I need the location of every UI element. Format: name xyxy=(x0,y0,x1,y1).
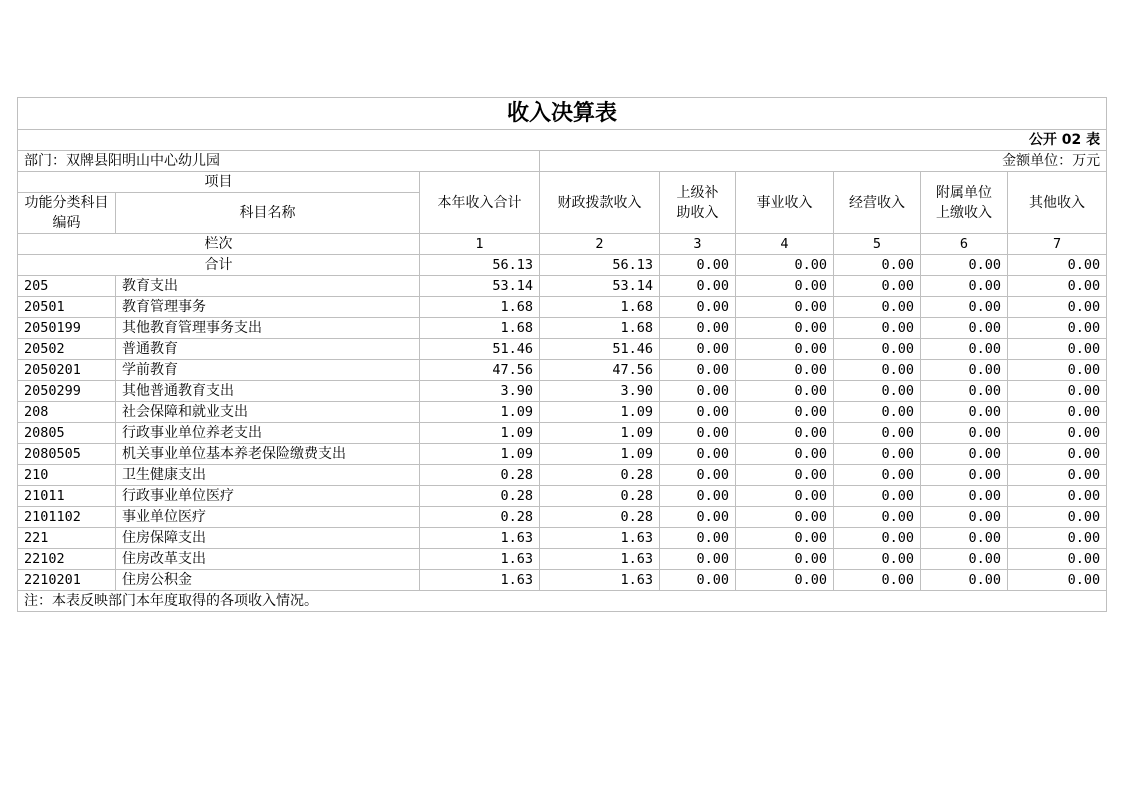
row-code: 2101102 xyxy=(18,507,116,528)
row-value: 0.00 xyxy=(921,297,1008,318)
row-value: 0.00 xyxy=(736,549,834,570)
column-index-cell: 6 xyxy=(921,234,1008,255)
row-value: 0.00 xyxy=(736,360,834,381)
header-affiliated: 附属单位上缴收入 xyxy=(921,172,1008,234)
row-value: 1.63 xyxy=(540,549,660,570)
row-name: 事业单位医疗 xyxy=(116,507,420,528)
row-value: 1.68 xyxy=(420,297,540,318)
header-item: 项目 xyxy=(18,172,420,193)
row-value: 0.00 xyxy=(1008,507,1107,528)
row-value: 0.00 xyxy=(834,276,921,297)
row-value: 0.00 xyxy=(834,339,921,360)
row-value: 0.00 xyxy=(921,444,1008,465)
row-name: 社会保障和就业支出 xyxy=(116,402,420,423)
row-value: 1.63 xyxy=(540,570,660,591)
row-name: 教育管理事务 xyxy=(116,297,420,318)
row-value: 0.00 xyxy=(736,297,834,318)
row-code: 2050199 xyxy=(18,318,116,339)
row-value: 0.00 xyxy=(921,570,1008,591)
table-row xyxy=(18,402,1107,423)
header-total: 本年收入合计 xyxy=(420,172,540,234)
table-row xyxy=(18,507,1107,528)
row-value: 0.00 xyxy=(1008,423,1107,444)
row-code: 208 xyxy=(18,402,116,423)
table-row xyxy=(18,276,1107,297)
table-row xyxy=(18,549,1107,570)
row-value: 0.00 xyxy=(834,549,921,570)
row-value: 0.00 xyxy=(1008,486,1107,507)
row-value: 0.00 xyxy=(921,339,1008,360)
row-value: 0.00 xyxy=(660,486,736,507)
row-name: 住房改革支出 xyxy=(116,549,420,570)
row-value: 0.00 xyxy=(736,444,834,465)
row-value: 0.00 xyxy=(921,381,1008,402)
row-value: 0.00 xyxy=(736,528,834,549)
row-value: 0.00 xyxy=(660,423,736,444)
table-row xyxy=(18,528,1107,549)
row-value: 0.00 xyxy=(1008,402,1107,423)
row-code: 20501 xyxy=(18,297,116,318)
column-index-cell: 5 xyxy=(834,234,921,255)
row-name: 普通教育 xyxy=(116,339,420,360)
row-value: 0.00 xyxy=(736,402,834,423)
header-operating: 经营收入 xyxy=(834,172,921,234)
row-code: 2080505 xyxy=(18,444,116,465)
row-value: 53.14 xyxy=(540,276,660,297)
row-value: 0.00 xyxy=(834,360,921,381)
row-name: 其他普通教育支出 xyxy=(116,381,420,402)
row-value: 0.00 xyxy=(834,486,921,507)
row-value: 1.63 xyxy=(420,549,540,570)
row-name: 卫生健康支出 xyxy=(116,465,420,486)
row-value: 0.00 xyxy=(1008,381,1107,402)
table-row xyxy=(18,318,1107,339)
column-index-label: 栏次 xyxy=(18,234,420,255)
row-value: 51.46 xyxy=(420,339,540,360)
header-business: 事业收入 xyxy=(736,172,834,234)
row-value: 0.00 xyxy=(660,339,736,360)
total-cell: 56.13 xyxy=(420,255,540,276)
row-name: 其他教育管理事务支出 xyxy=(116,318,420,339)
row-value: 0.00 xyxy=(1008,318,1107,339)
row-code: 2050201 xyxy=(18,360,116,381)
row-value: 0.00 xyxy=(1008,339,1107,360)
row-value: 0.28 xyxy=(420,465,540,486)
row-value: 0.28 xyxy=(540,507,660,528)
header-fiscal: 财政拨款收入 xyxy=(540,172,660,234)
row-value: 0.00 xyxy=(834,507,921,528)
header-upper: 上级补助收入 xyxy=(660,172,736,234)
row-value: 0.00 xyxy=(736,570,834,591)
row-name: 行政事业单位养老支出 xyxy=(116,423,420,444)
row-value: 0.28 xyxy=(540,486,660,507)
row-value: 1.09 xyxy=(420,402,540,423)
table-row xyxy=(18,570,1107,591)
row-value: 0.00 xyxy=(1008,276,1107,297)
row-value: 0.00 xyxy=(1008,570,1107,591)
row-value: 0.00 xyxy=(660,381,736,402)
row-value: 51.46 xyxy=(540,339,660,360)
row-value: 1.09 xyxy=(540,402,660,423)
table-row xyxy=(18,465,1107,486)
column-index-cell: 7 xyxy=(1008,234,1107,255)
row-value: 1.09 xyxy=(420,423,540,444)
row-value: 0.00 xyxy=(921,318,1008,339)
row-value: 0.00 xyxy=(660,444,736,465)
row-value: 0.00 xyxy=(660,360,736,381)
row-value: 0.00 xyxy=(660,465,736,486)
table-row xyxy=(18,486,1107,507)
row-name: 学前教育 xyxy=(116,360,420,381)
header-other: 其他收入 xyxy=(1008,172,1107,234)
row-value: 0.00 xyxy=(660,528,736,549)
table-row xyxy=(18,423,1107,444)
row-value: 0.00 xyxy=(921,276,1008,297)
row-value: 0.00 xyxy=(834,402,921,423)
row-value: 0.00 xyxy=(921,402,1008,423)
row-value: 0.00 xyxy=(921,549,1008,570)
table-row xyxy=(18,360,1107,381)
row-code: 2050299 xyxy=(18,381,116,402)
row-value: 0.00 xyxy=(736,486,834,507)
row-code: 20805 xyxy=(18,423,116,444)
table-row xyxy=(18,297,1107,318)
row-value: 0.00 xyxy=(834,318,921,339)
row-name: 机关事业单位基本养老保险缴费支出 xyxy=(116,444,420,465)
row-value: 1.68 xyxy=(540,297,660,318)
row-value: 0.00 xyxy=(660,570,736,591)
row-value: 0.00 xyxy=(736,507,834,528)
row-value: 0.00 xyxy=(834,423,921,444)
row-value: 1.63 xyxy=(420,528,540,549)
row-value: 0.00 xyxy=(736,423,834,444)
header-name: 科目名称 xyxy=(116,193,420,234)
row-value: 1.68 xyxy=(540,318,660,339)
row-value: 0.00 xyxy=(921,507,1008,528)
row-value: 1.09 xyxy=(420,444,540,465)
column-index-cell: 2 xyxy=(540,234,660,255)
row-value: 1.09 xyxy=(540,423,660,444)
row-value: 0.00 xyxy=(921,360,1008,381)
row-value: 0.00 xyxy=(660,297,736,318)
row-value: 0.00 xyxy=(1008,549,1107,570)
row-value: 0.00 xyxy=(736,318,834,339)
row-value: 0.28 xyxy=(420,507,540,528)
row-value: 0.00 xyxy=(736,465,834,486)
column-index-cell: 1 xyxy=(420,234,540,255)
row-value: 0.00 xyxy=(736,339,834,360)
row-name: 行政事业单位医疗 xyxy=(116,486,420,507)
row-value: 0.00 xyxy=(834,444,921,465)
row-value: 0.00 xyxy=(1008,297,1107,318)
row-value: 0.00 xyxy=(921,486,1008,507)
table-row xyxy=(18,444,1107,465)
row-value: 0.00 xyxy=(660,318,736,339)
row-value: 0.00 xyxy=(1008,528,1107,549)
row-value: 0.00 xyxy=(660,402,736,423)
row-value: 0.00 xyxy=(1008,465,1107,486)
page-title: 收入决算表 xyxy=(18,98,1107,130)
row-code: 20502 xyxy=(18,339,116,360)
row-value: 0.00 xyxy=(660,276,736,297)
income-final-accounts-table xyxy=(17,97,1107,612)
total-cell: 0.00 xyxy=(1008,255,1107,276)
row-value: 0.00 xyxy=(921,528,1008,549)
table-number: 公开 02 表 xyxy=(18,130,1107,151)
row-code: 210 xyxy=(18,465,116,486)
row-value: 1.09 xyxy=(540,444,660,465)
row-value: 1.63 xyxy=(420,570,540,591)
row-value: 0.00 xyxy=(834,465,921,486)
table-note: 注：本表反映部门本年度取得的各项收入情况。 xyxy=(18,591,1107,612)
total-cell: 0.00 xyxy=(834,255,921,276)
row-value: 3.90 xyxy=(540,381,660,402)
row-code: 21011 xyxy=(18,486,116,507)
total-cell: 0.00 xyxy=(660,255,736,276)
row-code: 205 xyxy=(18,276,116,297)
row-value: 0.00 xyxy=(660,549,736,570)
row-value: 0.00 xyxy=(1008,360,1107,381)
row-value: 0.28 xyxy=(540,465,660,486)
row-code: 22102 xyxy=(18,549,116,570)
row-value: 0.00 xyxy=(834,570,921,591)
row-value: 0.00 xyxy=(834,528,921,549)
table-row xyxy=(18,339,1107,360)
row-value: 3.90 xyxy=(420,381,540,402)
row-value: 0.00 xyxy=(921,465,1008,486)
row-value: 1.63 xyxy=(540,528,660,549)
header-code: 功能分类科目编码 xyxy=(18,193,116,234)
row-value: 0.00 xyxy=(736,381,834,402)
row-value: 0.00 xyxy=(921,423,1008,444)
column-index-cell: 4 xyxy=(736,234,834,255)
total-cell: 0.00 xyxy=(736,255,834,276)
total-cell: 0.00 xyxy=(921,255,1008,276)
row-name: 教育支出 xyxy=(116,276,420,297)
row-value: 53.14 xyxy=(420,276,540,297)
row-value: 0.00 xyxy=(736,276,834,297)
row-value: 0.00 xyxy=(834,381,921,402)
row-name: 住房保障支出 xyxy=(116,528,420,549)
row-name: 住房公积金 xyxy=(116,570,420,591)
row-value: 0.00 xyxy=(834,297,921,318)
row-value: 47.56 xyxy=(420,360,540,381)
table-row xyxy=(18,381,1107,402)
row-code: 2210201 xyxy=(18,570,116,591)
total-cell: 56.13 xyxy=(540,255,660,276)
column-index-cell: 3 xyxy=(660,234,736,255)
row-value: 47.56 xyxy=(540,360,660,381)
row-value: 0.00 xyxy=(1008,444,1107,465)
row-value: 0.00 xyxy=(660,507,736,528)
row-value: 0.28 xyxy=(420,486,540,507)
total-row-label: 合计 xyxy=(18,255,420,276)
row-code: 221 xyxy=(18,528,116,549)
row-value: 1.68 xyxy=(420,318,540,339)
unit-label: 金额单位：万元 xyxy=(540,151,1107,172)
department-label: 部门：双牌县阳明山中心幼儿园 xyxy=(18,151,540,172)
